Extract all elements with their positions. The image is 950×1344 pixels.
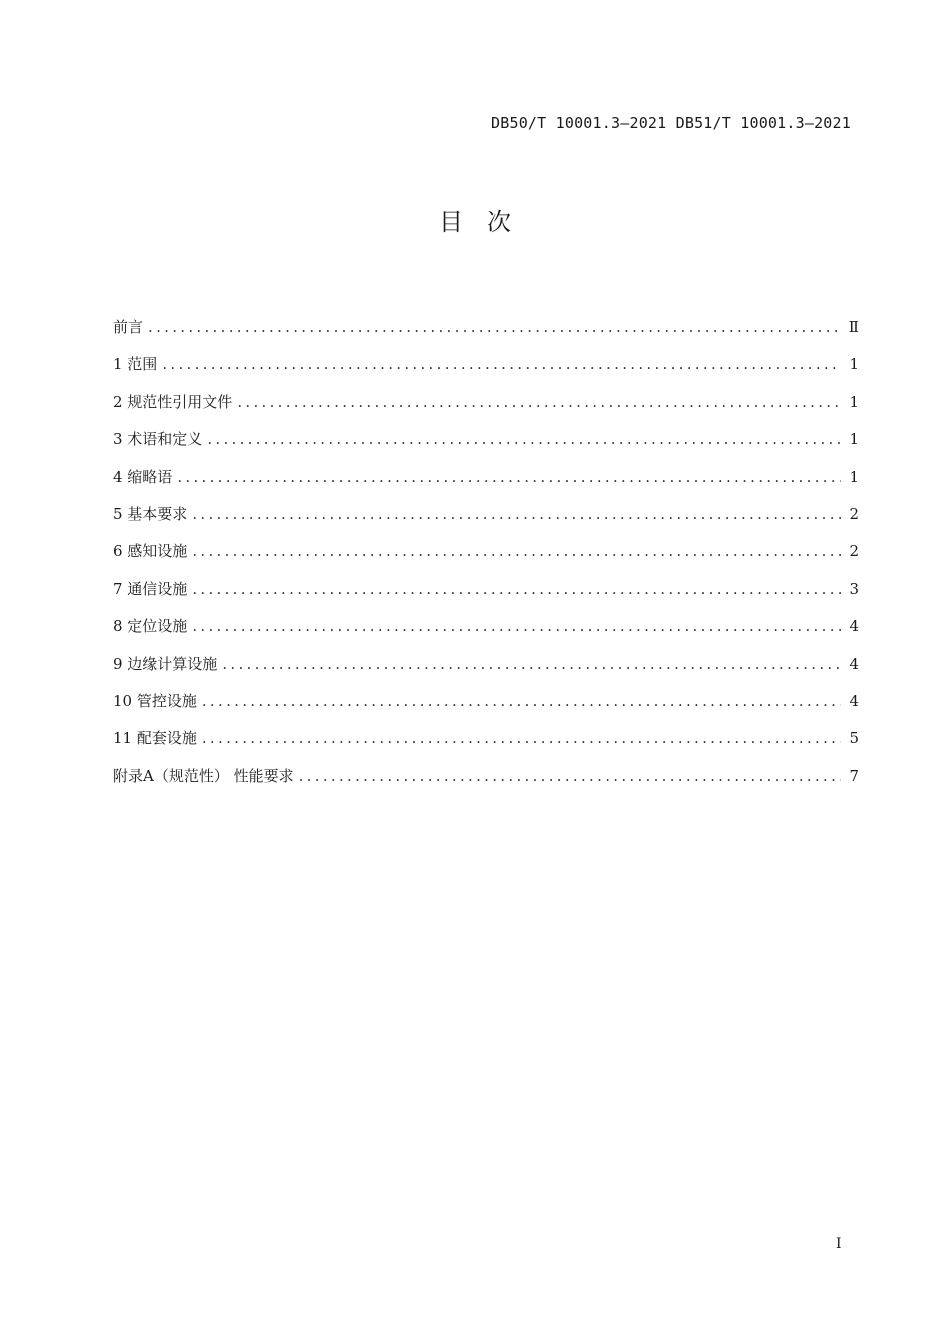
toc-entry-page: 4 (849, 617, 859, 636)
toc-entry-terms-definitions[interactable] (113, 428, 859, 465)
toc-dot-leader (299, 765, 841, 787)
toc-entry-page: 4 (849, 691, 859, 710)
toc-dot-leader (192, 540, 841, 562)
toc-entry-basic-requirements[interactable] (113, 503, 859, 540)
toc-entry-title: 2 规范性引用文件 (113, 392, 233, 411)
toc-entry-title: 7 通信设施 (113, 579, 188, 598)
toc-entry-page: 1 (849, 430, 859, 449)
toc-entry-title: 8 定位设施 (113, 617, 188, 636)
toc-entry-page: 5 (849, 729, 859, 748)
table-of-contents (113, 316, 859, 802)
toc-dot-leader (202, 690, 841, 712)
toc-dot-leader (148, 316, 841, 338)
toc-entry-title: 4 缩略语 (113, 467, 173, 486)
toc-entry-page: 4 (849, 654, 859, 673)
toc-entry-positioning-facilities[interactable] (113, 615, 859, 652)
toc-entry-page: 1 (849, 355, 859, 374)
toc-entry-page: Ⅱ (848, 318, 859, 336)
toc-dot-leader (177, 466, 841, 488)
toc-entry-scope[interactable] (113, 353, 859, 390)
toc-entry-title: 前言 (113, 318, 144, 336)
toc-dot-leader (237, 391, 841, 413)
toc-entry-title: 9 边缘计算设施 (113, 654, 218, 673)
page-number: I (836, 1236, 842, 1252)
toc-entry-title: 6 感知设施 (113, 542, 188, 561)
toc-entry-edge-computing-facilities[interactable] (113, 653, 859, 690)
toc-dot-leader (222, 653, 841, 675)
toc-dot-leader (192, 615, 841, 637)
toc-entry-control-facilities[interactable] (113, 690, 859, 727)
toc-entry-page: 2 (849, 504, 859, 523)
toc-entry-page: 3 (849, 579, 859, 598)
toc-dot-leader (207, 428, 841, 450)
toc-entry-page: 1 (849, 467, 859, 486)
toc-dot-leader (162, 353, 841, 375)
toc-entry-title: 5 基本要求 (113, 504, 188, 523)
page-title: 目次 (439, 208, 535, 236)
toc-entry-appendix-a[interactable] (113, 765, 859, 802)
toc-entry-title: 11 配套设施 (113, 729, 197, 748)
toc-entry-communication-facilities[interactable] (113, 578, 859, 615)
toc-dot-leader (192, 578, 841, 600)
toc-entry-title: 1 范围 (113, 355, 158, 374)
toc-entry-page: 1 (849, 392, 859, 411)
standard-code: DB50/T 10001.3—2021 DB51/T 10001.3—2021 (491, 114, 851, 132)
toc-entry-title: 10 管控设施 (113, 691, 197, 710)
toc-entry-supporting-facilities[interactable] (113, 727, 859, 764)
toc-dot-leader (192, 503, 841, 525)
toc-entry-page: 7 (849, 766, 859, 785)
toc-entry-normative-references[interactable] (113, 391, 859, 428)
toc-entry-title: 附录A（规范性） 性能要求 (113, 766, 294, 785)
toc-entry-foreword[interactable] (113, 316, 859, 353)
toc-entry-abbreviations[interactable] (113, 466, 859, 503)
toc-entry-sensing-facilities[interactable] (113, 540, 859, 577)
toc-entry-title: 3 术语和定义 (113, 430, 203, 449)
toc-entry-page: 2 (849, 542, 859, 561)
toc-dot-leader (202, 727, 841, 749)
